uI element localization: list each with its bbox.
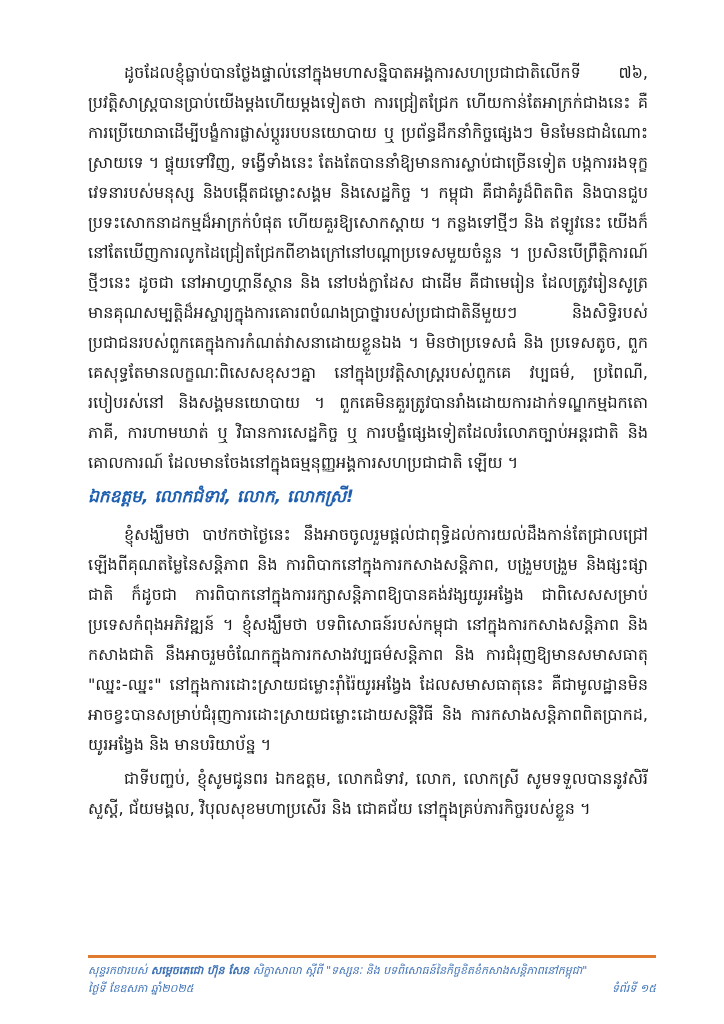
footer-citation bbox=[88, 962, 656, 980]
body-content bbox=[88, 58, 648, 824]
footer-citation-suffix: សិក្ខាសាលា ស្តីពី "ទស្សនៈ និង បទពិសោធន៍នៃកិច្ចខិតខំកសាងសន្តិភាពនៅកម្ពុជា" bbox=[252, 964, 588, 977]
body-paragraph-1: ដូចដែលខ្ញុំធ្លាប់បានថ្លែងផ្ទាល់នៅក្នុងមហាសន្និបាតអង្គការសហប្រជាជាតិលើកទី ៧៦, ប្រវត្តិសាស្ត្របានប្រាប់យើងម្តងហើយម្តងទៀតថា ការជ្រៀតជ្រែក ហើយកាន់តែអាក្រក់ជាងនេះ គឺការប្រើយោធាដើម្បីបង្ខំការផ្លាស់ប្តូររបបនយោបាយ ឬ ប្រព័ន្ធដឹកនាំកិច្ចផ្សេងៗ មិនមែនជាដំណោះស្រាយទេ ។ ផ្ទុយទៅវិញ, ទង្វើទាំងនេះ តែងតែបាននាំឱ្យមានការស្លាប់ជាច្រើនទៀត បង្កការរងទុក្ខវេទនារបស់មនុស្ស និងបង្កើតជម្លោះសង្គម និងសេដ្ឋកិច្ច ។ កម្ពុជា គឺជាគំរូដ៏ពិតពិត និងបានជួបប្រទះសោកនាដកម្មដ៏អាក្រក់បំផុត ហើយគួរឱ្យសោកស្តាយ ។ កន្លងទៅថ្មីៗ និង ឥឡូវនេះ យើងក៏នៅតែឃើញការលូកដៃជ្រៀតជ្រែកពីខាងក្រៅនៅបណ្តាប្រទេសមួយចំនួន ។ ប្រសិនបើព្រឹត្តិការណ៍ថ្មីៗនេះ ដូចជា នៅអាហ្វហ្គានីស្ថាន និង នៅបង់ក្លាដែស ជាដើម គឺជាមេរៀន ដែលត្រូវរៀនសូត្រ មានគុណសម្បត្តិដ៏អស្ចារ្យក្នុងការគោរពបំណងប្រាថ្នារបស់ប្រជាជាតិនីមួយៗ និងសិទ្ធិរបស់ប្រជាជនរបស់ពួកគេក្នុងការកំណត់វាសនាដោយខ្លួនឯង ។ មិនថាប្រទេសធំ និង ប្រទេសតូច, ពួកគេសុទ្ធតែមានលក្ខណៈពិសេសខុសៗគ្នា នៅក្នុងប្រវត្តិសាស្ត្ររបស់ពួកគេ វប្បធម៌, ប្រពៃណី, របៀបរស់នៅ និងសង្គមនយោបាយ ។ ពួកគេមិនគួរត្រូវបានរាំងដោយការដាក់ទណ្ឌកម្មឯកតោភាគី, ការហាមឃាត់ ឬ វិធានការសេដ្ឋកិច្ច ឬ ការបង្ខំផ្សេងទៀតដែលរំលោភច្បាប់អន្តរជាតិ និងគោលការណ៍ ដែលមានចែងនៅក្នុងធម្មនុញ្ញអង្គការសហប្រជាជាតិ ឡើយ ។ bbox=[88, 63, 648, 472]
footer-divider bbox=[88, 955, 656, 958]
footer-citation-prefix: សុន្ទរកថារបស់ bbox=[88, 964, 148, 977]
body-paragraph-3: ជាទីបញ្ចប់, ខ្ញុំសូមជូនពរ ឯកឧត្តម, លោកជំទាវ, លោក, លោកស្រី សូមទទួលបាននូវសិរីសួស្តី, ជ័យមង្គល, វិបុលសុខមហាប្រសើរ និង ជោគជ័យ នៅក្នុងគ្រប់ភារកិច្ចរបស់ខ្លួន ។ bbox=[88, 769, 648, 818]
footer-date: ថ្ងៃទី ខែឧសភា ឆ្នាំ២០២៥ bbox=[88, 982, 194, 995]
footer-citation-name: សម្តេចតេជោ ហ៊ុន សែន bbox=[150, 964, 250, 977]
page-number: ទំព័រទី ១៥ bbox=[611, 982, 656, 995]
page-footer bbox=[88, 962, 656, 998]
footer-meta-row bbox=[88, 980, 656, 998]
body-paragraph-2: ខ្ញុំសង្ឃឹមថា បាឋកថាថ្ងៃនេះ នឹងអាចចូលរួមផ្តល់ជាពុទ្ធិដល់ការយល់ដឹងកាន់តែជ្រាលជ្រៅឡើងពីគុណតម្លៃនៃសន្តិភាព និង ការពិបាកនៅក្នុងការកសាងសន្តិភាព, បង្រួមបង្រួម និងផ្សះផ្សាជាតិ ក៏ដូចជា ការពិបាកនៅក្នុងការរក្សាសន្តិភាពឱ្យបានគង់វង្សយូរអង្វែង ជាពិសេសសម្រាប់ប្រទេសកំពុងអភិវឌ្ឍន៍ ។ ខ្ញុំសង្ឃឹមថា បទពិសោធន៍របស់កម្ពុជា នៅក្នុងការកសាងសន្តិភាព និង កសាងជាតិ នឹងអាចរួមចំណែកក្នុងការកសាងវប្បធម៌សន្តិភាព និង ការជំរុញឱ្យមានសមាសធាតុ "ឈ្នះ-ឈ្នះ" នៅក្នុងការដោះស្រាយជម្លោះរ៉ាំរ៉ៃយូរអង្វែង ដែលសមាសធាតុនេះ គឺជាមូលដ្ឋានមិនអាចខ្វះបានសម្រាប់ជំរុញការដោះស្រាយជម្លោះដោយសន្តិវិធី និង ការកសាងសន្តិភាពពិតប្រាកដ, យូរអង្វែង និង មានបរិយាប័ន្ន ។ bbox=[88, 525, 648, 754]
salutation-heading: ឯកឧត្តម, លោកជំទាវ, លោក, លោកស្រី! bbox=[88, 487, 354, 507]
